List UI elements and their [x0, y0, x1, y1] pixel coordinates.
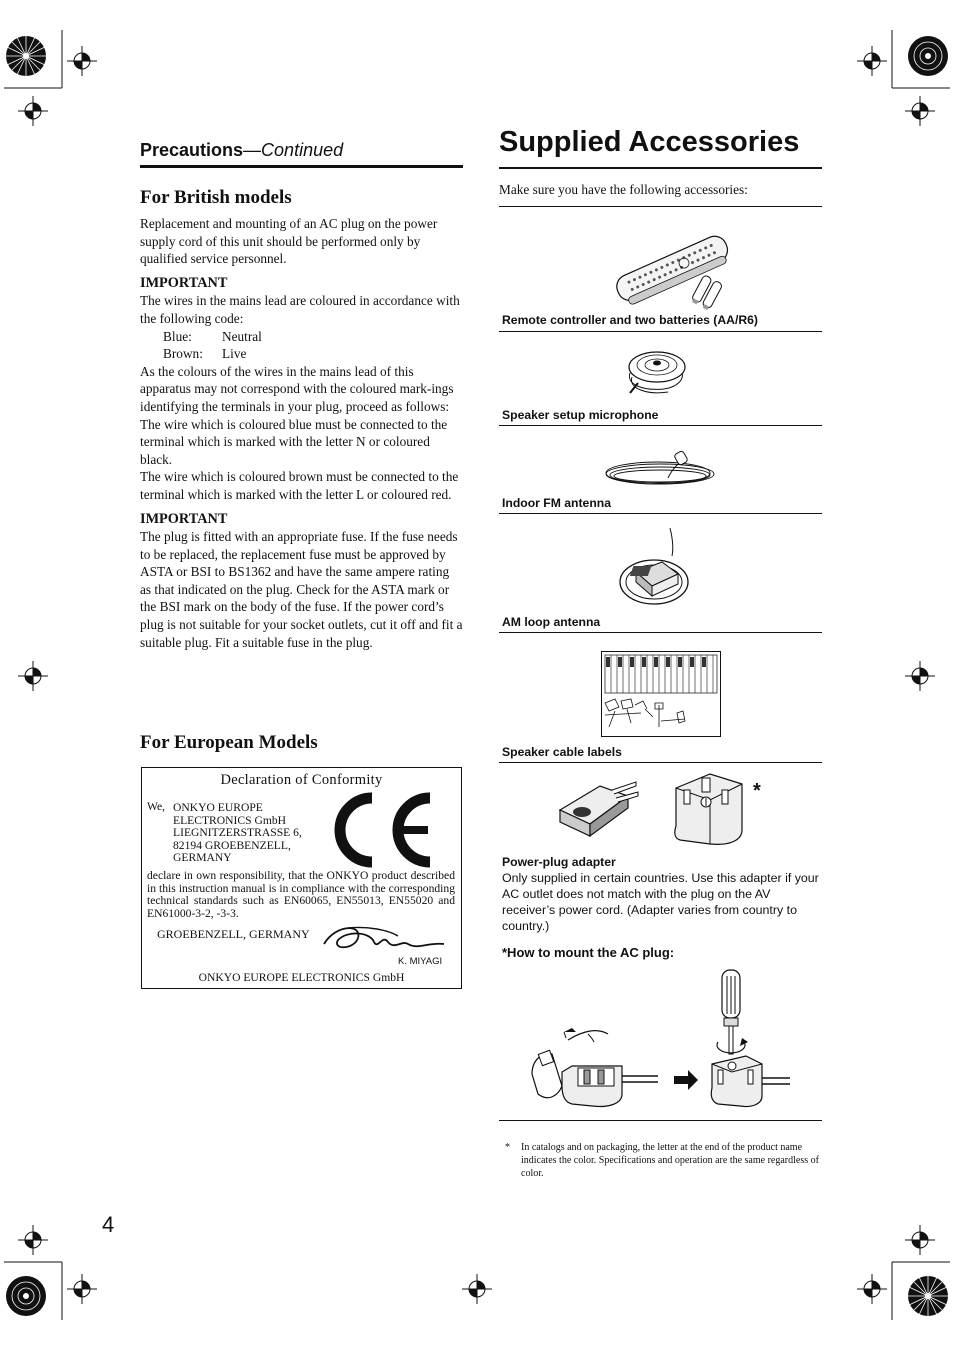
power-plug-adapter-illustration	[556, 774, 640, 844]
divider	[499, 331, 822, 332]
accessory-caption: Indoor FM antenna	[502, 496, 612, 510]
speaker-cable-labels-illustration	[601, 651, 721, 737]
page-title: Supplied Accessories	[499, 126, 822, 169]
declaration-place: GROEBENZELL, GERMANY	[157, 927, 310, 941]
divider	[499, 206, 822, 207]
accessory-caption: Speaker setup microphone	[502, 408, 659, 422]
registration-target-icon	[462, 1274, 492, 1304]
divider	[499, 425, 822, 426]
registration-wheel-icon	[4, 34, 48, 78]
wire-paragraph: The wire which is coloured brown must be connected to the terminal which is marked with the letter L or coloured red.	[140, 469, 459, 502]
ac-plug-mounting-illustration	[528, 964, 794, 1112]
registration-wheel-icon	[4, 1274, 48, 1318]
british-models-heading: For British models	[140, 187, 292, 208]
section-header-title: Precautions	[140, 140, 244, 160]
registration-target-icon	[18, 661, 48, 691]
declaration-signer: K. MIYAGI	[398, 956, 443, 967]
fuse-paragraph: The plug is fitted with an appropriate fuse. If the fuse needs to be replaced, the replacement fuse must be approved by ASTA or BSI to BS1362 and have the same ampere rating as that indicated on the plug. Check for the ASTA mark or the BSI mark on the body of the fuse. If the power cord’s plug is not suitable for your socket outlets, cut it off and fit a suitable plug. Fit a suitable fuse in the plug.	[140, 529, 463, 650]
power-plug-adapter-description: Only supplied in certain countries. Use this adapter if your AC outlet does not match with the plug on the AV receiver’s power cord. (Adapter varies from country to country.)	[502, 871, 819, 933]
registration-wheel-icon	[906, 1274, 950, 1318]
divider	[499, 632, 822, 633]
section-header	[140, 140, 463, 168]
wire-code-intro: The wires in the mains lead are coloured in accordance with the following code:	[140, 293, 460, 326]
ce-mark-icon	[332, 792, 436, 868]
registration-target-icon	[857, 1274, 887, 1304]
declaration-of-conformity-box	[141, 767, 462, 989]
asterisk-mark: *	[753, 780, 761, 802]
wire-code-brown: Brown: Live	[163, 346, 247, 362]
signature-icon	[318, 920, 450, 958]
footnote: In catalogs and on packaging, the letter at the end of the product name indicates the color. Specifications and operation are the same regardless of color.	[521, 1142, 819, 1179]
registration-target-icon	[905, 96, 935, 126]
registration-target-icon	[67, 46, 97, 76]
declaration-address: ONKYO EUROPE ELECTRONICS GmbH LIEGNITZERSTRASSE 6, 82194 GROEBENZELL, GERMANY	[173, 801, 302, 864]
declaration-title: Declaration of Conformity	[220, 772, 383, 788]
accessory-caption: Speaker cable labels	[502, 745, 622, 759]
divider	[499, 513, 822, 514]
accessory-caption: AM loop antenna	[502, 615, 601, 629]
registration-target-icon	[18, 96, 48, 126]
mount-ac-plug-heading: *How to mount the AC plug:	[502, 945, 675, 960]
wire-paragraph: The wire which is coloured blue must be connected to the terminal which is marked with the letter N or coloured black.	[140, 416, 448, 467]
european-models-heading: For European Models	[140, 732, 318, 753]
registration-target-icon	[67, 1274, 97, 1304]
accessory-caption: Remote controller and two batteries (AA/R6)	[502, 313, 758, 327]
registration-wheel-icon	[906, 34, 950, 78]
remote-controller-illustration	[608, 222, 738, 312]
accessories-intro: Make sure you have the following accessories:	[499, 182, 748, 197]
divider	[499, 1120, 822, 1121]
page-number: 4	[102, 1212, 115, 1237]
footnote-mark: *	[505, 1142, 510, 1153]
speaker-setup-microphone-illustration	[624, 345, 690, 397]
wire-paragraph: As the colours of the wires in the mains lead of this apparatus may not correspond with the coloured mark-ings identifying the terminals in your plug, proceed as follows:	[140, 363, 454, 414]
power-plug-adapter-caption: Power-plug adapter	[502, 855, 616, 869]
important-heading: IMPORTANT	[140, 274, 228, 291]
am-loop-antenna-illustration	[614, 526, 700, 616]
wire-code-blue: Blue: Neutral	[163, 328, 262, 344]
registration-target-icon	[857, 46, 887, 76]
declaration-we: We,	[147, 800, 166, 813]
british-intro: Replacement and mounting of an AC plug on the power supply cord of this unit should be performed only by qualified service personnel.	[140, 216, 438, 267]
declaration-statement: declare in own responsibility, that the ONKYO product described in this instruction manual is in compliance with the corresponding technical standards such as EN60065, EN55013, EN55020 and EN61000-3-2, -3-3.	[147, 869, 455, 920]
registration-target-icon	[905, 661, 935, 691]
indoor-fm-antenna-illustration	[602, 448, 718, 490]
registration-target-icon	[18, 1225, 48, 1255]
uk-plug-adapter-illustration	[670, 770, 746, 848]
divider	[499, 762, 822, 763]
section-header-continued: —Continued	[243, 140, 344, 160]
british-models-body	[140, 215, 463, 651]
declaration-company: ONKYO EUROPE ELECTRONICS GmbH	[198, 971, 405, 984]
registration-target-icon	[905, 1225, 935, 1255]
important-heading: IMPORTANT	[140, 510, 228, 527]
